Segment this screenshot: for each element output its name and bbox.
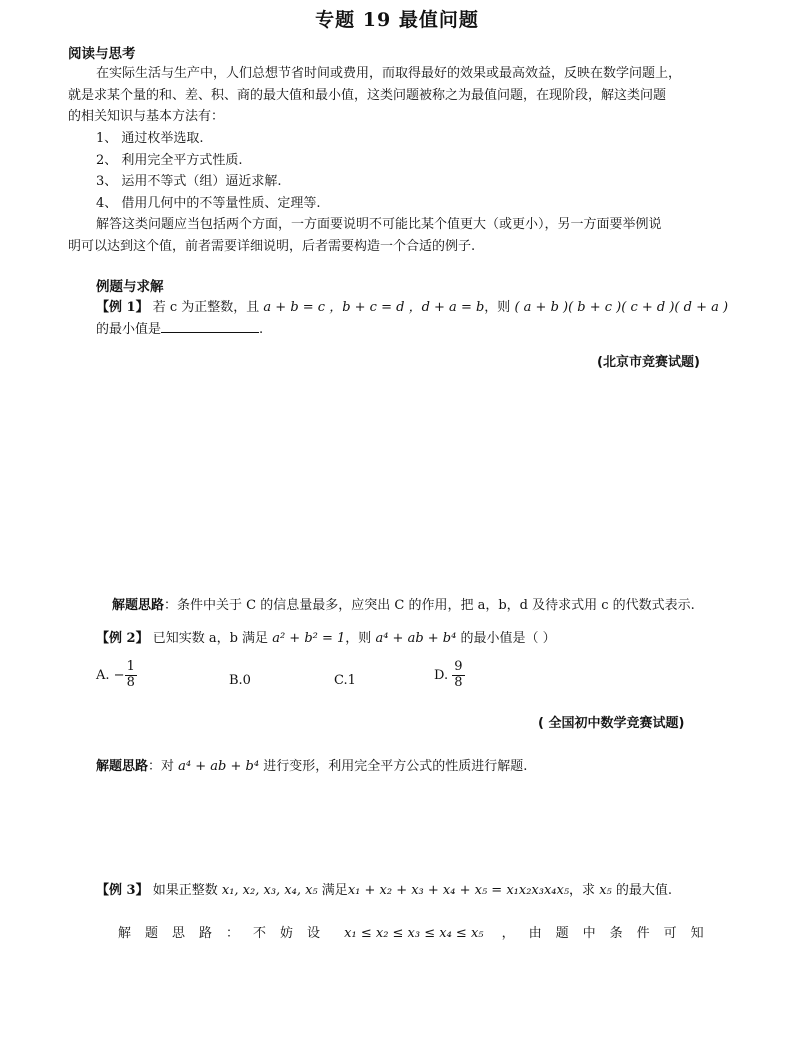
example-3-hint-inequality: x₁ ≤ x₂ ≤ x₃ ≤ x₄ ≤ x₅ — [344, 926, 484, 941]
method-item: 1、 通过枚举选取. — [96, 131, 204, 146]
option-a-denominator: 8 — [126, 674, 135, 690]
page-title: 专题 19 最值问题 — [315, 9, 479, 31]
example-2-text-a: 已知实数 a，b 满足 — [152, 631, 269, 646]
example-2-line-1 — [96, 629, 556, 649]
example-1-hint — [112, 596, 695, 616]
option-b[interactable]: B.0 — [229, 673, 251, 688]
example-1-hint-label: 解题思路 — [112, 598, 165, 613]
option-a-numerator: 1 — [126, 659, 135, 674]
method-item: 2、 利用完全平方式性质. — [96, 153, 243, 168]
example-3-text-b: 满足 — [321, 883, 348, 898]
example-3-line-1 — [96, 881, 672, 901]
example-2-source: ( 全国初中数学竞赛试题) — [538, 716, 685, 731]
option-c[interactable]: C.1 — [334, 673, 356, 688]
example-1-hint-text: ：条件中关于 C 的信息量最多，应突出 C 的作用，把 a，b，d 及待求式用 c 的代数式表示. — [164, 598, 695, 613]
example-2-condition: a² + b² = 1 — [272, 631, 346, 646]
intro-line-2: 就是求某个量的和、差、积、商的最大值和最小值，这类问题被称之为最值问题，在现阶段，解这类问题 — [68, 88, 667, 103]
example-1-expression: ( a + b )( b + c )( c + d )( d + a ) — [514, 300, 729, 315]
example-1-line-1 — [96, 298, 728, 318]
example-3-hint-tail: ，由题中条件可知 — [501, 926, 718, 941]
example-1-source: (北京市竞赛试题) — [597, 355, 700, 370]
example-1-condition: a + b = c ，b + c = d ，d + a = b — [263, 300, 485, 315]
option-a-fraction — [125, 660, 137, 691]
example-2-text-c: 的最小值是（ ） — [460, 631, 556, 646]
option-a-prefix: A. — [96, 667, 110, 683]
intro-line-3: 的相关知识与基本方法有： — [68, 109, 225, 124]
example-1-line-2-text: 的最小值是 — [96, 322, 162, 337]
option-d-fraction — [452, 660, 464, 691]
method-item: 4、 借用几何中的不等量性质、定理等. — [96, 196, 321, 211]
example-1-label: 【例 1】 — [96, 300, 149, 315]
note-line-1: 解答这类问题应当包括两个方面，一方面要说明不可能比某个值更大（或更小），另一方面要举例说 — [96, 217, 662, 232]
example-3-text-a: 如果正整数 — [152, 883, 218, 898]
example-2-hint-label: 解题思路 — [96, 759, 149, 774]
intro-line-1: 在实际生活与生产中，人们总想节省时间或费用，而取得最好的效果或最高效益，反映在数学问题上， — [96, 66, 682, 81]
option-a[interactable] — [96, 660, 137, 691]
section-heading-reading: 阅读与思考 — [68, 46, 136, 62]
example-2-hint — [96, 757, 527, 777]
example-3-vars: x₁, x₂, x₃, x₄, x₅ — [221, 883, 318, 898]
option-d-prefix: D. — [434, 667, 449, 683]
example-2-label: 【例 2】 — [96, 631, 149, 646]
example-2-hint-b: 进行变形，利用完全平方公式的性质进行解题. — [263, 759, 528, 774]
option-d-denominator: 8 — [454, 674, 463, 690]
method-item: 3、 运用不等式（组）逼近求解. — [96, 174, 282, 189]
example-2-hint-expression: a⁴ + ab + b⁴ — [178, 759, 260, 774]
option-a-sign: − — [113, 667, 125, 683]
example-2-expression: a⁴ + ab + b⁴ — [375, 631, 457, 646]
example-2-hint-a: ：对 — [148, 759, 175, 774]
example-3-target: x₅ — [599, 883, 612, 898]
example-1-text-b: ，则 — [484, 300, 511, 315]
example-1-line-2-end: . — [259, 322, 264, 337]
example-3-hint-label: 解题思路：不妨设 — [118, 926, 335, 941]
example-3-text-c: ，求 — [569, 883, 596, 898]
example-1-text-a: 若 c 为正整数，且 — [152, 300, 260, 315]
option-d-numerator: 9 — [454, 659, 463, 674]
example-3-text-d: 的最大值. — [615, 883, 673, 898]
example-1-line-2 — [96, 320, 263, 340]
note-line-2: 明可以达到这个值，前者需要详细说明，后者需要构造一个合适的例子. — [68, 239, 476, 254]
section-heading-examples: 例题与求解 — [96, 279, 164, 295]
example-3-condition: x₁ + x₂ + x₃ + x₄ + x₅ = x₁x₂x₃x₄x₅ — [347, 883, 570, 898]
example-3-label: 【例 3】 — [96, 883, 149, 898]
option-d[interactable] — [434, 660, 465, 691]
example-3-hint — [118, 924, 718, 944]
answer-blank[interactable] — [161, 320, 259, 333]
example-2-text-b: ，则 — [345, 631, 372, 646]
